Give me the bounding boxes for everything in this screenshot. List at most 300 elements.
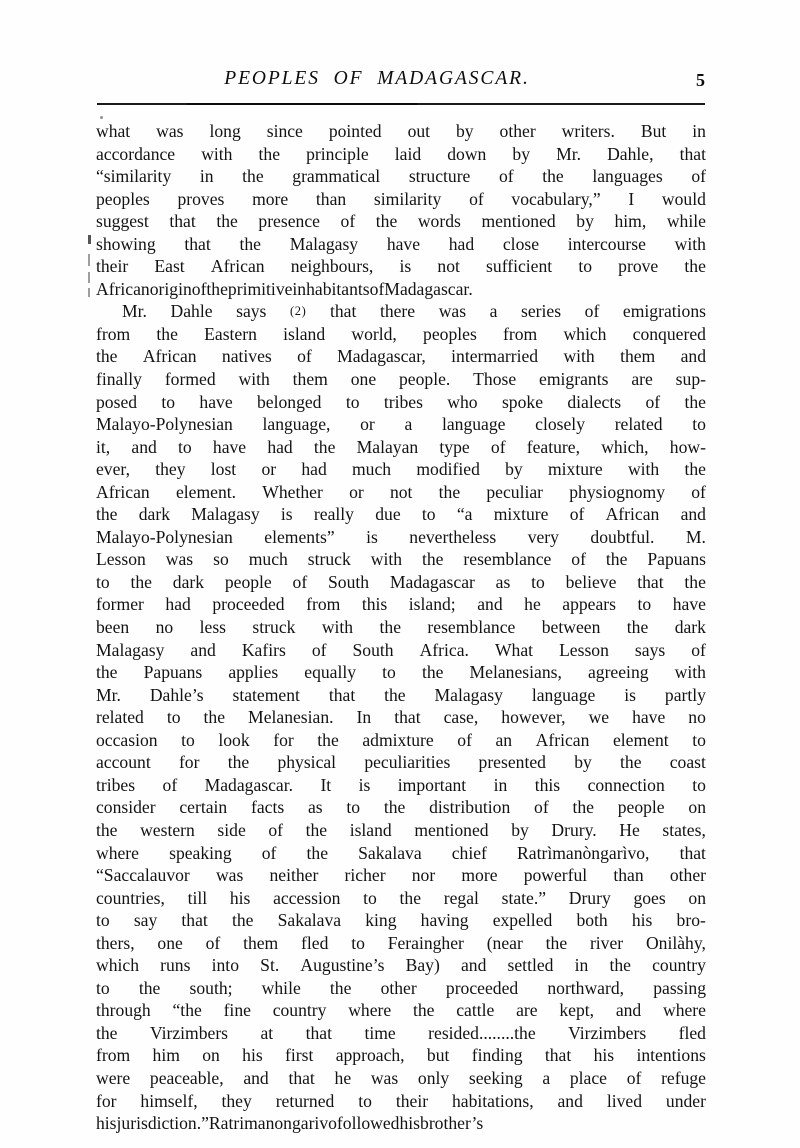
word: had <box>448 233 475 254</box>
word: resemblance <box>427 617 516 638</box>
word: to <box>345 391 360 412</box>
word: fine <box>223 1000 251 1021</box>
text-line <box>96 278 706 301</box>
word: with <box>674 662 706 683</box>
text-line <box>96 706 706 729</box>
word: nor <box>411 865 436 886</box>
word: appears <box>562 594 616 615</box>
word: closely <box>535 414 585 435</box>
word: than <box>315 188 347 209</box>
word: “similarity <box>96 166 172 187</box>
word: with <box>563 346 595 367</box>
word: that <box>184 233 211 254</box>
word: “the <box>172 1000 202 1021</box>
word: statement <box>232 684 300 705</box>
word: have <box>386 233 421 254</box>
word: down <box>447 143 487 164</box>
scan-margin-mark <box>88 235 91 244</box>
word: other <box>380 977 417 998</box>
word: the <box>96 662 118 683</box>
text-line <box>96 481 706 504</box>
word: of <box>162 774 178 795</box>
word: M. <box>685 526 706 547</box>
word: how- <box>669 436 706 457</box>
word: other <box>669 865 706 886</box>
word: ever, <box>96 459 130 480</box>
word: while <box>666 211 706 232</box>
word: the <box>96 346 118 367</box>
word: into <box>211 955 239 976</box>
word: in <box>574 955 589 976</box>
word: the <box>96 1022 118 1043</box>
word: chief <box>451 842 487 863</box>
word: to <box>178 436 192 457</box>
text-line <box>96 887 706 910</box>
word: is <box>280 504 293 525</box>
word: western <box>140 819 195 840</box>
word: and <box>557 1090 583 1111</box>
word: the <box>684 256 706 277</box>
word: It <box>320 774 332 795</box>
word: in <box>692 121 706 141</box>
word: time <box>364 1022 396 1043</box>
word: Malagasy <box>191 504 260 525</box>
word: the <box>620 752 642 773</box>
word: was <box>156 121 184 141</box>
word: peoples <box>423 323 477 344</box>
word: accordance <box>96 143 176 164</box>
word: are <box>516 1000 538 1021</box>
word: fled <box>301 932 329 953</box>
word: northward, <box>547 977 625 998</box>
word: Madagascar, <box>337 346 426 367</box>
text-line <box>96 819 706 842</box>
footnote-reference: (2) <box>290 304 307 319</box>
word: intermarried <box>451 346 539 367</box>
word: Madagascar. <box>204 774 294 795</box>
word: the <box>138 977 161 998</box>
word: that <box>394 707 421 728</box>
word: much <box>248 549 288 570</box>
text-line <box>96 1022 706 1045</box>
running-head <box>97 68 705 102</box>
word: facts <box>251 797 285 818</box>
word: important <box>397 774 467 795</box>
word: Mr. <box>556 143 582 164</box>
word: Drury <box>568 887 611 908</box>
word: belonged <box>256 391 322 412</box>
word: But <box>640 121 667 141</box>
word: to <box>692 774 706 795</box>
text-line <box>96 120 706 143</box>
header-rule <box>97 103 705 105</box>
word: for <box>178 752 200 773</box>
word: distribution <box>429 797 511 818</box>
word: and <box>477 594 503 615</box>
word: was <box>370 1067 399 1088</box>
word: really <box>313 504 354 525</box>
word: their <box>395 1090 429 1111</box>
word: him, <box>614 211 647 232</box>
word: but <box>426 1045 450 1066</box>
word: till <box>187 887 208 908</box>
scan-margin-mark <box>88 254 90 266</box>
word: intercourse <box>567 233 646 254</box>
word: of <box>534 797 549 818</box>
word: due <box>375 504 401 525</box>
word: the <box>206 278 228 299</box>
word: resemblance <box>463 549 552 570</box>
word: Kafirs <box>241 639 286 660</box>
word: fled <box>678 1022 706 1043</box>
word: by <box>574 752 592 773</box>
word: state.” <box>501 887 547 908</box>
text-line <box>96 1067 706 1090</box>
word: emigrants <box>539 369 609 390</box>
text-line <box>96 526 706 549</box>
word: element. <box>175 481 237 502</box>
word: South <box>352 639 394 660</box>
text-line <box>96 210 706 233</box>
word: of <box>191 278 207 299</box>
word: from <box>96 323 131 344</box>
word: African <box>142 346 197 367</box>
word: the <box>609 955 631 976</box>
text-line <box>96 639 706 662</box>
text-line <box>96 165 706 188</box>
word: as <box>307 797 323 818</box>
word: peaceable, <box>149 1067 224 1088</box>
word: writers. <box>561 121 615 141</box>
word: by <box>576 211 594 232</box>
word: language, <box>262 414 331 435</box>
word: who <box>447 391 478 412</box>
text-line <box>96 255 706 278</box>
word: Dahle, <box>607 143 654 164</box>
word: world, <box>351 323 397 344</box>
word: place <box>569 1067 607 1088</box>
word: river <box>589 932 624 953</box>
word: and <box>243 1067 269 1088</box>
word: was <box>215 865 244 886</box>
text-line <box>96 774 706 797</box>
text-line <box>96 909 706 932</box>
word: believe <box>565 571 617 592</box>
word: the <box>306 842 329 863</box>
word: approach, <box>335 1045 405 1066</box>
word: nevertheless <box>409 526 497 547</box>
word: physiognomy <box>569 481 666 502</box>
word: through <box>96 1000 151 1021</box>
word: former <box>96 594 144 615</box>
word: the <box>421 662 444 683</box>
word: runs <box>160 955 191 976</box>
word: the <box>399 887 422 908</box>
word: the <box>242 166 264 187</box>
word: neither <box>269 865 319 886</box>
word: by <box>456 121 474 141</box>
word: of <box>691 639 706 660</box>
word: to <box>96 571 110 592</box>
word: pointed <box>328 121 382 141</box>
word: the <box>329 977 352 998</box>
word: Malayo-Polynesian <box>96 526 233 547</box>
word: this <box>361 594 388 615</box>
word: Lesson <box>559 639 609 660</box>
word: to <box>421 504 436 525</box>
word: with <box>201 143 233 164</box>
word: for <box>96 1090 117 1111</box>
word: he <box>524 594 541 615</box>
word: in <box>493 774 508 795</box>
word: one <box>350 369 377 390</box>
word: a <box>404 414 413 435</box>
word: his <box>631 910 653 931</box>
word: to <box>382 662 396 683</box>
word: kept, <box>559 1000 595 1021</box>
word: equally <box>304 662 357 683</box>
text-line <box>96 503 706 526</box>
word: I <box>628 188 635 209</box>
word: returned <box>275 1090 335 1111</box>
word: says <box>634 639 666 660</box>
word: conquered <box>632 323 706 344</box>
text-line <box>96 436 706 459</box>
word: St. <box>260 955 280 976</box>
word: mentioned <box>414 819 489 840</box>
text-line <box>96 661 706 684</box>
word: primitive <box>227 278 293 299</box>
word: country <box>272 1000 327 1021</box>
word: no <box>688 707 706 728</box>
word: applies <box>228 662 279 683</box>
paragraph-2 <box>96 300 706 1134</box>
word: Malagasy <box>434 684 503 705</box>
word: prove <box>618 256 659 277</box>
word: the <box>684 571 706 592</box>
word: are <box>631 369 653 390</box>
word: the <box>438 481 461 502</box>
word: related <box>614 414 663 435</box>
word: refuge <box>661 1067 706 1088</box>
word: Melanesians, <box>469 662 562 683</box>
word: modified <box>416 459 480 480</box>
word: In <box>356 707 372 728</box>
word: his <box>242 1045 263 1066</box>
word: Africa. <box>419 639 469 660</box>
text-line <box>96 593 706 616</box>
word: is <box>399 256 412 277</box>
word: says <box>236 301 267 322</box>
word: that <box>169 211 196 232</box>
word: brother’s <box>420 1113 484 1134</box>
word: the <box>379 617 402 638</box>
word: the <box>684 391 706 412</box>
body-text <box>96 120 706 1135</box>
word: of <box>261 842 277 863</box>
word: look <box>218 729 250 750</box>
word: dark <box>674 617 706 638</box>
word: Papuans <box>647 549 706 570</box>
word: to <box>181 729 195 750</box>
word: vocabulary,” <box>511 188 601 209</box>
word: jurisdiction.” <box>116 1113 209 1134</box>
word: Eastern <box>204 323 257 344</box>
word: bro- <box>676 910 706 931</box>
word: first <box>285 1045 314 1066</box>
word: south; <box>189 977 233 998</box>
word: the <box>305 819 328 840</box>
word: very <box>527 526 559 547</box>
word: from <box>96 1045 131 1066</box>
word: mixture <box>547 459 603 480</box>
word: to <box>692 729 706 750</box>
word: seeking <box>468 1067 523 1088</box>
word: that <box>329 301 357 322</box>
text-line <box>96 233 706 256</box>
word: “Saccalauvor <box>96 865 190 886</box>
word: of <box>584 301 600 322</box>
word: and <box>190 639 216 660</box>
word: Malagasy <box>96 639 165 660</box>
text-line <box>96 458 706 481</box>
word: island <box>349 819 392 840</box>
word: words <box>417 211 461 232</box>
word: “a <box>456 504 473 525</box>
word: tribes <box>383 391 423 412</box>
word: from <box>306 594 341 615</box>
word: much <box>352 459 392 480</box>
word: that <box>328 684 356 705</box>
word: been <box>96 617 130 638</box>
word: Onilàhy, <box>645 932 706 953</box>
word: to <box>161 391 176 412</box>
word: as <box>495 571 511 592</box>
word: and <box>680 346 706 367</box>
word: the <box>317 729 339 750</box>
word: dark <box>138 504 171 525</box>
word: doubtful. <box>590 526 655 547</box>
word: having <box>420 910 469 931</box>
word: of <box>268 819 283 840</box>
word: to <box>346 797 361 818</box>
word: while <box>261 977 301 998</box>
word: his <box>399 1113 421 1134</box>
word: partly <box>664 684 706 705</box>
word: African <box>96 481 150 502</box>
word: Malayo-Polynesian <box>96 414 233 435</box>
word: struck <box>252 617 296 638</box>
word: people <box>617 797 665 818</box>
word: thers, <box>96 932 135 953</box>
word: the <box>421 549 444 570</box>
word: formed <box>164 369 216 390</box>
word: that <box>679 842 706 863</box>
word: origin <box>149 278 192 299</box>
word: Madagascar <box>389 571 475 592</box>
word: we <box>588 707 610 728</box>
word: African <box>535 729 590 750</box>
word: is <box>366 526 378 547</box>
word: Ratrimanongarivo <box>208 1113 337 1134</box>
text-line <box>96 977 706 1000</box>
text-line <box>96 954 706 977</box>
word: however, <box>501 707 566 728</box>
word: the <box>383 797 406 818</box>
word: there <box>379 301 416 322</box>
word: no <box>155 617 174 638</box>
word: only <box>417 1067 450 1088</box>
word: settled <box>507 955 554 976</box>
word: Mr. <box>96 684 121 705</box>
word: the <box>412 1000 435 1021</box>
word: at <box>260 1022 274 1043</box>
word: Whether <box>262 481 323 502</box>
word: account <box>96 752 151 773</box>
word: and <box>460 955 487 976</box>
word: so <box>213 549 229 570</box>
word: the <box>542 166 564 187</box>
word: that <box>181 910 208 931</box>
text-line <box>96 932 706 955</box>
word: both <box>576 910 608 931</box>
word: to <box>692 414 706 435</box>
word: passing <box>653 977 706 998</box>
word: finding <box>471 1045 523 1066</box>
word: of <box>691 481 706 502</box>
word: was <box>165 549 194 570</box>
word: natives <box>221 346 272 367</box>
word: them <box>292 369 328 390</box>
word: which <box>96 955 139 976</box>
word: or <box>360 414 375 435</box>
word: that <box>305 1022 332 1043</box>
word: presence <box>258 211 320 232</box>
word: structure <box>408 166 471 187</box>
word: of <box>311 639 327 660</box>
word: of <box>297 346 312 367</box>
word: peoples <box>96 188 150 209</box>
text-line <box>96 1112 706 1135</box>
word: principle <box>306 143 369 164</box>
word: not <box>437 256 460 277</box>
word: to <box>166 707 181 728</box>
word: out <box>407 121 431 141</box>
word: people <box>224 571 272 592</box>
page-number: 5 <box>696 70 705 90</box>
word: or <box>349 481 364 502</box>
word: country <box>652 955 706 976</box>
word: a <box>542 1067 551 1088</box>
word: one <box>157 932 183 953</box>
word: showing <box>96 233 156 254</box>
word: with <box>370 549 403 570</box>
word: by <box>511 819 529 840</box>
word: have <box>672 594 706 615</box>
word: resided........the <box>428 1022 536 1043</box>
word: on <box>688 887 706 908</box>
word: Madagascar. <box>384 278 473 299</box>
word: the <box>572 797 594 818</box>
word: of <box>626 1067 642 1088</box>
word: Augustine’s <box>300 955 385 976</box>
word: expelled <box>492 910 553 931</box>
word: coast <box>669 752 706 773</box>
word: certain <box>179 797 228 818</box>
word: the <box>605 549 628 570</box>
word: of <box>569 504 585 525</box>
word: struck <box>307 549 351 570</box>
